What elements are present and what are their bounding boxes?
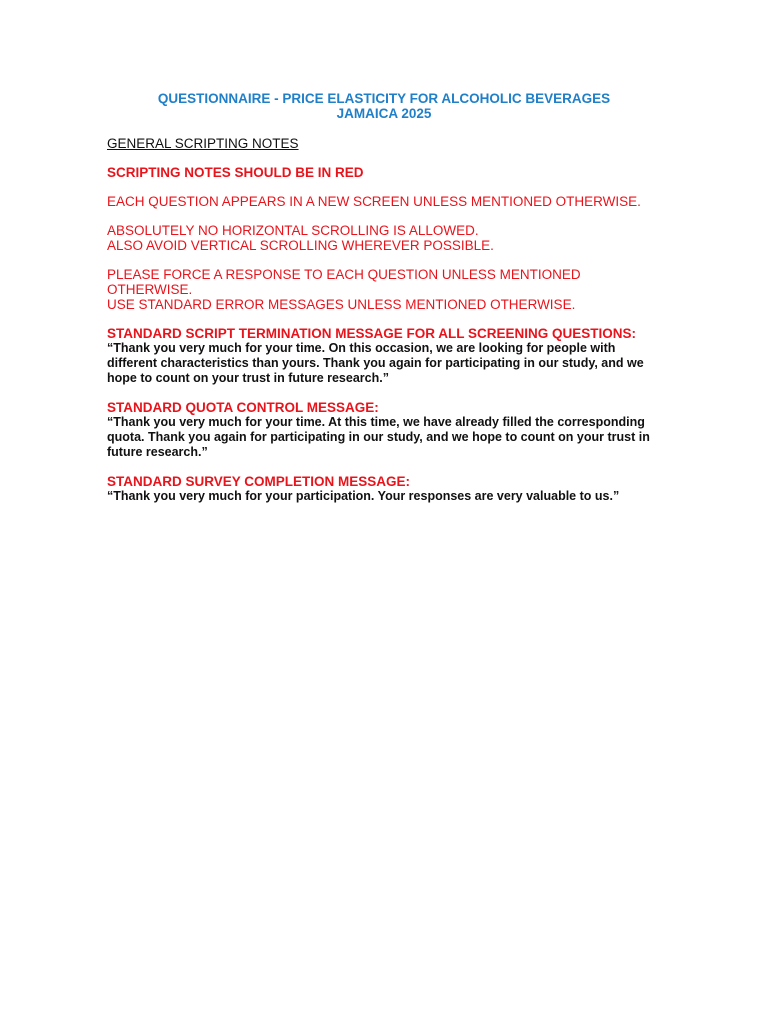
general-scripting-notes-heading: GENERAL SCRIPTING NOTES — [107, 136, 299, 151]
termination-message-heading: STANDARD SCRIPT TERMINATION MESSAGE FOR ALL SCREENING QUESTIONS: — [107, 326, 637, 341]
note-avoid-vertical-scroll: ALSO AVOID VERTICAL SCROLLING WHEREVER POSSIBLE. — [107, 238, 494, 253]
termination-message-line: “Thank you very much for your time. On this occasion, we are looking for people with — [107, 341, 616, 355]
termination-message-line: hope to count on your trust in future research.” — [107, 371, 389, 385]
note-new-screen: EACH QUESTION APPEARS IN A NEW SCREEN UNLESS MENTIONED OTHERWISE. — [107, 194, 641, 209]
quota-message-heading: STANDARD QUOTA CONTROL MESSAGE: — [107, 400, 379, 415]
completion-message-heading: STANDARD SURVEY COMPLETION MESSAGE: — [107, 474, 411, 489]
note-no-horizontal-scroll: ABSOLUTELY NO HORIZONTAL SCROLLING IS ALLOWED. — [107, 223, 479, 238]
document-title — [0, 91, 768, 121]
note-force-response: PLEASE FORCE A RESPONSE TO EACH QUESTION UNLESS MENTIONED OTHERWISE. — [107, 267, 581, 297]
termination-message-line: different characteristics than yours. Thank you again for participating in our study, and we — [107, 356, 644, 370]
quota-message-line: quota. Thank you again for participating in our study, and we hope to count on your trust in — [107, 430, 650, 444]
note-red-scripting: SCRIPTING NOTES SHOULD BE IN RED — [107, 165, 364, 180]
scripting-notes-section — [107, 136, 667, 504]
note-error-messages: USE STANDARD ERROR MESSAGES UNLESS MENTIONED OTHERWISE. — [107, 297, 576, 312]
title-line-2: JAMAICA 2025 — [336, 106, 432, 121]
title-line-1: QUESTIONNAIRE - PRICE ELASTICITY FOR ALCOHOLIC BEVERAGES — [157, 91, 611, 106]
quota-message-line: “Thank you very much for your time. At this time, we have already filled the corresponding — [107, 415, 645, 429]
completion-message-line: “Thank you very much for your participation. Your responses are very valuable to us.” — [107, 489, 620, 503]
quota-message-line: future research.” — [107, 445, 208, 459]
